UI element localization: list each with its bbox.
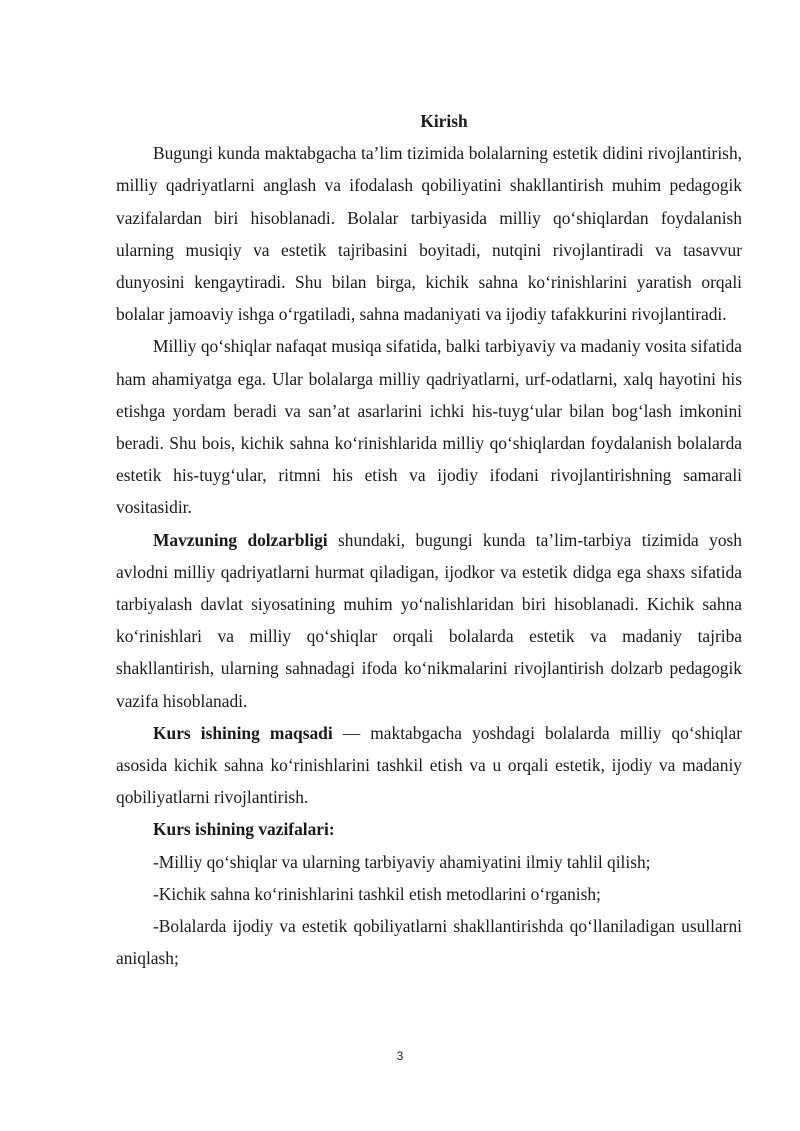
page-content bbox=[116, 105, 742, 974]
paragraph-bold-lead: Mavzuning dolzarbligi bbox=[153, 529, 328, 550]
list-item-task-3 bbox=[116, 910, 742, 974]
paragraph-intro bbox=[116, 137, 742, 330]
list-item-task-2 bbox=[116, 878, 742, 910]
paragraph-text: -Milliy qo‘shiqlar va ularning tarbiyaviy ahamiyatini ilmiy tahlil qilish; bbox=[153, 851, 651, 872]
page-number: 3 bbox=[396, 1049, 404, 1063]
paragraph-text: — maktabgacha yoshdagi bolalarda milliy qo‘shiqlar asosida kichik sahna ko‘rinishlarini tashkil etish va u orqali estetik, ijodiy va madaniy qobiliyatlarni rivojlantirish. bbox=[116, 722, 742, 808]
section-title: Kirish bbox=[420, 111, 468, 131]
paragraph-text: shundaki, bugungi kunda ta’lim-tarbiya tizimida yosh avlodni milliy qadriyatlarni hurmat qiladigan, ijodkor va estetik didga ega shaxs sifatida tarbiyalash davlat siyosatining muhim yo‘nalishlaridan biri hisoblanadi. Kichik sahna ko‘rinishlari va milliy qo‘shiqlar orqali bolalarda estetik va madaniy tajriba shakllantirish, ularning sahnadagi ifoda ko‘nikmalarini rivojlantirish dolzarb pedagogik vazifa hisoblanadi. bbox=[116, 529, 742, 711]
paragraph-national-songs bbox=[116, 330, 742, 523]
paragraph-text: -Bolalarda ijodiy va estetik qobiliyatlarni shakllantirishda qo‘llaniladigan usullarni aniqlash; bbox=[116, 916, 742, 969]
paragraph-text: Bugungi kunda maktabgacha ta’lim tizimida bolalarning estetik didini rivojlantirish, milliy qadriyatlarni anglash va ifodalash qobiliyatini shakllantirish muhim pedagogik vazifalardan biri hisoblanadi. Bolalar tarbiyasida milliy qo‘shiqlardan foydalanish ularning musiqiy va estetik tajribasini boyitadi, nutqini rivojlantiradi va tasavvur dunyosini kengaytiradi. Shu bilan birga, kichik sahna ko‘rinishlarini yaratish orqali bolalar jamoaviy ishga o‘rgatiladi, sahna madaniyati va ijodiy tafakkurini rivojlantiradi. bbox=[116, 143, 742, 325]
list-item-task-1 bbox=[116, 846, 742, 878]
paragraph-bold-lead: Kurs ishining vazifalari: bbox=[153, 819, 335, 840]
paragraph-goal bbox=[116, 717, 742, 814]
paragraph-tasks-heading bbox=[116, 813, 742, 845]
paragraph-bold-lead: Kurs ishining maqsadi bbox=[153, 722, 333, 743]
paragraph-text: -Kichik sahna ko‘rinishlarini tashkil etish metodlarini o‘rganish; bbox=[153, 883, 601, 904]
paragraph-text: Milliy qo‘shiqlar nafaqat musiqa sifatida, balki tarbiyaviy va madaniy vosita sifatida ham ahamiyatga ega. Ular bolalarga milliy qadriyatlarni, urf-odatlarni, xalq hayotini his etishga yordam beradi va san’at asarlarini ichki his-tuyg‘ular bilan bog‘lash imkonini beradi. Shu bois, kichik sahna ko‘rinishlarida milliy qo‘shiqlardan foydalanish bolalarda estetik his-tuyg‘ular, ritmni his etish va ijodiy ifodani rivojlantirishning samarali vositasidir. bbox=[116, 336, 742, 518]
paragraph-relevance bbox=[116, 524, 742, 717]
